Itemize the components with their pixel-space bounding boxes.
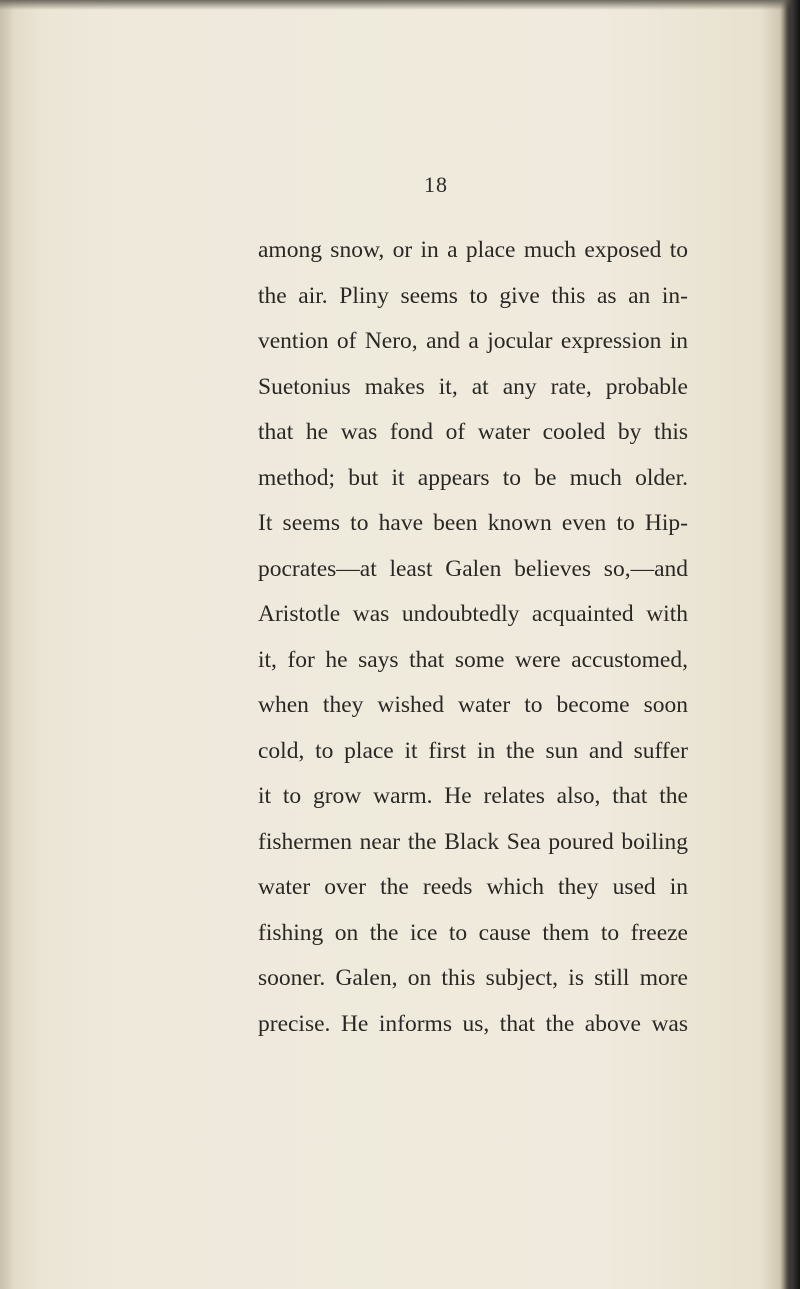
text-line: Suetonius makes it, at any rate, probable [258,373,688,400]
text-line: among snow, or in a place much exposed to [258,237,688,263]
text-line: Aristotle was undoubtedly acquainted with [258,601,688,627]
text-line: method; but it appears to be much older. [258,464,688,491]
text-line: that he was fond of water cooled by this [258,419,688,445]
text-line: fishing on the ice to cause them to freeze [258,919,688,946]
text-line: when they wished water to become soon [258,692,688,718]
page-number [0,172,800,198]
page-number-text: 18 [424,172,448,197]
text-line: precise. He informs us, that the above was [258,1010,688,1037]
text-line: the air. Pliny seems to give this as an in- [258,282,688,309]
text-line: pocrates—at least Galen believes so,—and [258,555,688,582]
text-line: vention of Nero, and a jocular expression in [258,328,688,354]
page-top-shadow [0,0,800,10]
text-line: sooner. Galen, on this subject, is still more [258,965,688,991]
text-line: It seems to have been known even to Hip- [258,510,688,536]
text-line: it to grow warm. He relates also, that the [258,783,688,809]
text-line: fishermen near the Black Sea poured boiling [258,828,688,855]
text-line: cold, to place it first in the sun and suffer [258,737,688,764]
text-line: water over the reeds which they used in [258,874,688,900]
body-text [258,228,688,1047]
text-line: it, for he says that some were accustomed, [258,646,688,673]
